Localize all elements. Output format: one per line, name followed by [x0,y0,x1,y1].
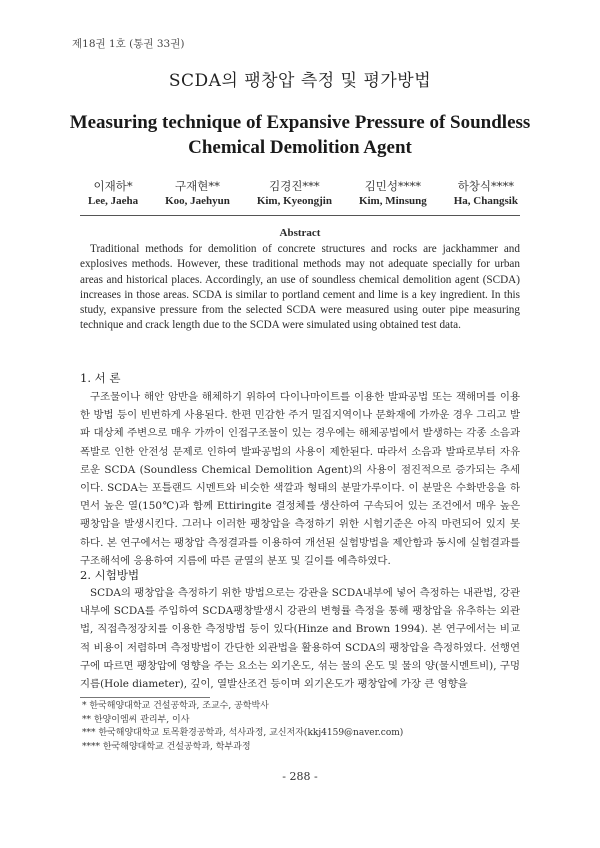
title-divider [80,215,520,216]
section-heading-introduction: 1. 서 론 [80,371,121,385]
title-english [60,110,540,160]
author-name-korean: 하창식**** [457,179,515,193]
footnote-divider [80,697,210,698]
author-name-english: Kim, Minsung [358,195,427,207]
author-name-english: Koo, Jaehyun [165,195,230,207]
author-1 [88,178,138,209]
author-name-english: Ha, Changsik [453,195,518,207]
author-name-english: Kim, Kyeongjin [256,195,332,207]
author-list [88,178,518,209]
section-text-introduction: 구조물이나 해안 암반을 해체하기 위하여 다이나마이트를 이용한 발파공법 또는 잭해머를 이용한 방법 등이 빈번하게 사용된다. 한편 민감한 주거 밀집지역이나 문화재에 가까운 경우 그리고 발파 대상체 주변으로 매우 가까이 인접구조물이 있는 경우에는 해체공법에서 발생하는 각종 소음과 폭발로 인한 안전성 문제로 인하여 발파공법의 사용이 제한된다. 따라서 소음과 발파로부터 자유로운 SCDA (Soundless Chemical Demolition Agent)의 사용이 점진적으로 증가되는 추세이다. SCDA는 포틀랜드 시멘트와 비슷한 색깔과 형태의 분말가루이다. 이 분말은 수화반응을 하면서 높은 열(150℃)과 함께 Ettiringite 결정체를 생산하여 구속되어 있는 조건에서 매우 높은 팽창압을 발생시킨다. 그러나 이러한 팽창압을 측정하기 위한 시험기준은 아직 마련되어 있지 못하다. 본 연구에서는 팽창압 측정결과를 이용하여 개선된 실험방법을 제안함과 동시에 실험결과를 구조해석에 응용하여 지름에 따른 균열의 분포 및 길이를 예측하였다. [80,391,520,567]
footnote-2: ** 한양이엠씨 관리부, 이사 [82,714,190,725]
page-number: - 288 - [282,770,318,783]
author-4 [359,178,427,209]
footnotes [82,700,522,754]
abstract-heading: Abstract [279,227,321,239]
author-name-korean: 김민성**** [364,179,422,193]
author-name-korean: 김경진*** [269,179,320,193]
footnote-3: *** 한국해양대학교 토목환경공학과, 석사과정, 교신저자(kkj4159@naver.com) [82,728,404,738]
author-3 [257,178,332,209]
section-heading-test-method: 2. 시험방법 [80,568,140,582]
author-2 [165,178,230,209]
title-korean: SCDA의 팽창압 측정 및 평가방법 [168,71,432,91]
author-name-korean: 이재하* [93,179,133,193]
journal-issue: 제18권 1호 (통권 33권) [72,38,185,50]
author-name-korean: 구재현** [175,179,220,193]
title-english-line-1: Measuring technique of Expansive Pressure of Soundless [69,112,531,133]
title-english-line-2: Chemical Demolition Agent [188,137,412,158]
footnote-1: * 한국해양대학교 건설공학과, 조교수, 공학박사 [82,701,269,711]
footnote-4: **** 한국해양대학교 건설공학과, 학부과정 [82,741,251,752]
author-5 [454,178,518,209]
author-name-english: Lee, Jaeha [88,195,139,207]
section-text-test-method: SCDA의 팽창압을 측정하기 위한 방법으로는 강관을 SCDA내부에 넣어 측정하는 내관법, 강관 내부에 SCDA를 주입하여 SCDA팽창발생시 강관의 변형률 측정을 통해 팽창압을 유추하는 외관법, 직접측정장치를 이용한 측정방법 등이 있다(Hinze and Brown 1994). 본 연구에서는 비교적 비용이 저렴하며 측정방법이 간단한 외관법을 활용하여 SCDA의 팽창압을 측정하였다. 선행연구에 따르면 팽창압에 영향을 주는 요소는 외기온도, 섞는 물의 온도 및 물의 양(물시멘트비), 구멍지름(Hole diameter), 깊이, 열발산조건 등이며 외기온도가 팽창압에 가장 큰 영향을 [80,587,520,691]
abstract-text: Traditional methods for demolition of concrete structures and rocks are jackhammer and explosives methods. However, these traditional methods may not adequate specially for urban areas and historical places. Accordingly, an use of soundless chemical demolition agent (SCDA) increases in those areas. SCDA is similar to portland cement and lime is a key ingredient. In this study, expansive pressure from the selected SCDA were measured using outer pipe measuring technique and crack length due to the SCDA were simulated using obtained test data. [80,243,520,332]
